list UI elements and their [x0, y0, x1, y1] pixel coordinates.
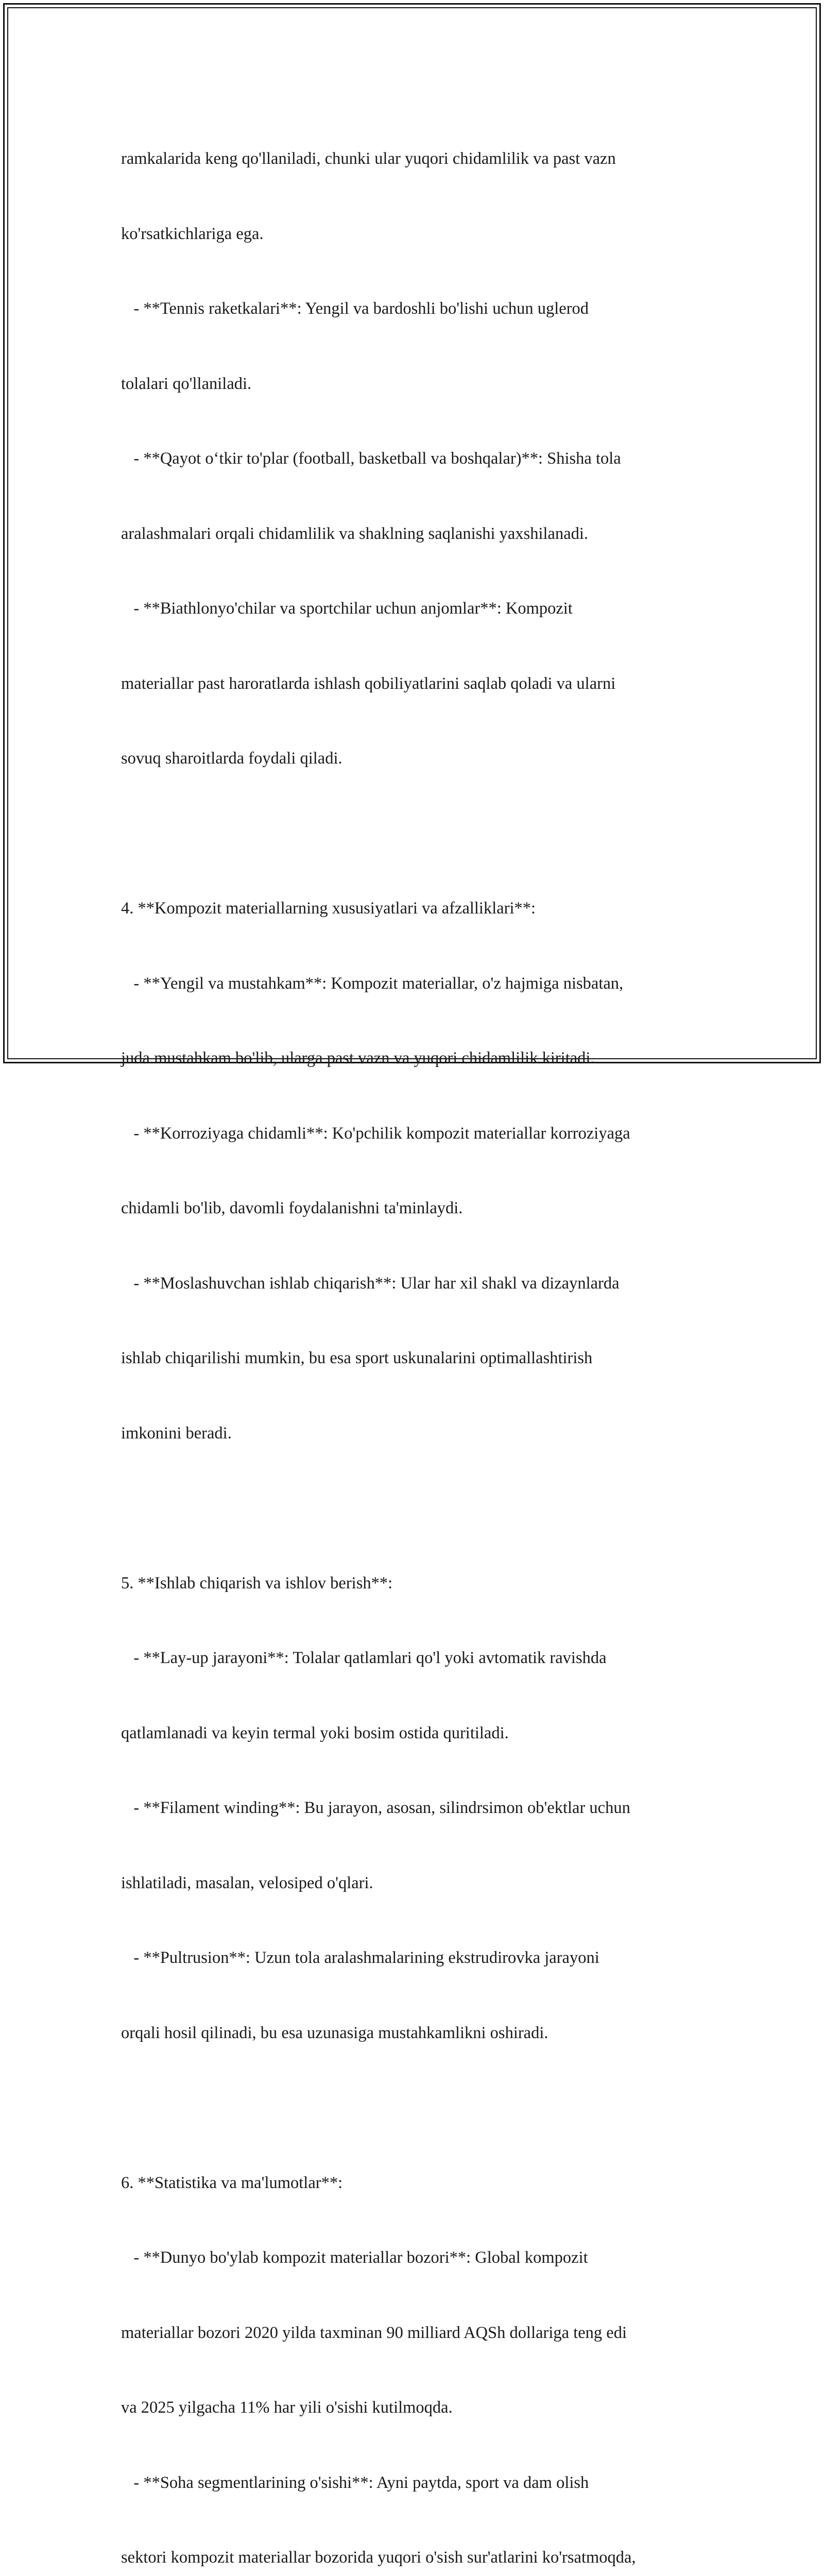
text-line: va 2025 yilgacha 11% har yili o'sishi kutilmoqda.	[121, 2398, 453, 2417]
text-line: materiallar past haroratlarda ishlash qobiliyatlarini saqlab qoladi va ularni	[121, 674, 616, 693]
text-line: - **Pultrusion**: Uzun tola aralashmalarining ekstrudirovka jarayoni	[121, 1948, 599, 1967]
text-line: ramkalarida keng qo'llaniladi, chunki ular yuqori chidamlilik va past vazn	[121, 149, 616, 168]
text-line: sovuq sharoitlarda foydali qiladi.	[121, 749, 342, 768]
text-line: tolalari qo'llaniladi.	[121, 374, 252, 393]
section-heading: 6. **Statistika va ma'lumotlar**:	[121, 2173, 343, 2192]
text-line: - **Dunyo bo'ylab kompozit materiallar bozori**: Global kompozit	[121, 2248, 588, 2267]
blank-line	[121, 2095, 713, 2121]
text-line: - **Filament winding**: Bu jarayon, asosan, silindrsimon ob'ektlar uchun	[121, 1799, 630, 1817]
text-line: sektori kompozit materiallar bozorida yuqori o'sish sur'atlarini ko'rsatmoqda,	[121, 2548, 636, 2567]
text-line: - **Qayot o‘tkir to'plar (football, basketball va boshqalar)**: Shisha tola	[121, 449, 621, 468]
text-line: chidamli bo'lib, davomli foydalanishni ta'minlaydi.	[121, 1199, 463, 1217]
text-line: ko'rsatkichlariga ega.	[121, 224, 264, 243]
text-line: imkonini beradi.	[121, 1423, 232, 1443]
text-line: - **Moslashuvchan ishlab chiqarish**: Ular har xil shakl va dizaynlarda	[121, 1274, 620, 1293]
text-line: - **Biathlonyo'chilar va sportchilar uchun anjomlar**: Kompozit	[121, 599, 573, 618]
text-line: - **Korroziyaga chidamli**: Ko'pchilik kompozit materiallar korroziyaga	[121, 1124, 630, 1143]
text-line: - **Soha segmentlarining o'sishi**: Ayni paytda, sport va dam olish	[121, 2473, 589, 2492]
document-body	[121, 96, 713, 2576]
text-line: qatlamlanadi va keyin termal yoki bosim ostida quritiladi.	[121, 1723, 509, 1742]
section-heading: 4. **Kompozit materiallarning xususiyatlari va afzalliklari**:	[121, 899, 536, 918]
text-line: aralashmalari orqali chidamlilik va shaklning saqlanishi yaxshilanadi.	[121, 524, 589, 543]
text-line: materiallar bozori 2020 yilda taxminan 90 milliard AQSh dollariga teng edi	[121, 2323, 627, 2342]
blank-line	[121, 821, 713, 846]
text-line: orqali hosil qilinadi, bu esa uzunasiga mustahkamlikni oshiradi.	[121, 2023, 548, 2042]
text-line: ishlatiladi, masalan, velosiped o'qlari.	[121, 1873, 373, 1892]
text-line: ishlab chiqarilishi mumkin, bu esa sport uskunalarini optimallashtirish	[121, 1349, 593, 1367]
text-line: - **Lay-up jarayoni**: Tolalar qatlamlari qo'l yoki avtomatik ravishda	[121, 1649, 607, 1667]
section-heading: 5. **Ishlab chiqarish va ishlov berish**:	[121, 1573, 393, 1592]
blank-line	[121, 1496, 713, 1521]
text-line: juda mustahkam bo'lib, ularga past vazn va yuqori chidamlilik kiritadi.	[121, 1049, 595, 1067]
text-line: - **Yengil va mustahkam**: Kompozit materiallar, o'z hajmiga nisbatan,	[121, 974, 624, 993]
text-line: - **Tennis raketkalari**: Yengil va bardoshli bo'lishi uchun uglerod	[121, 299, 589, 318]
